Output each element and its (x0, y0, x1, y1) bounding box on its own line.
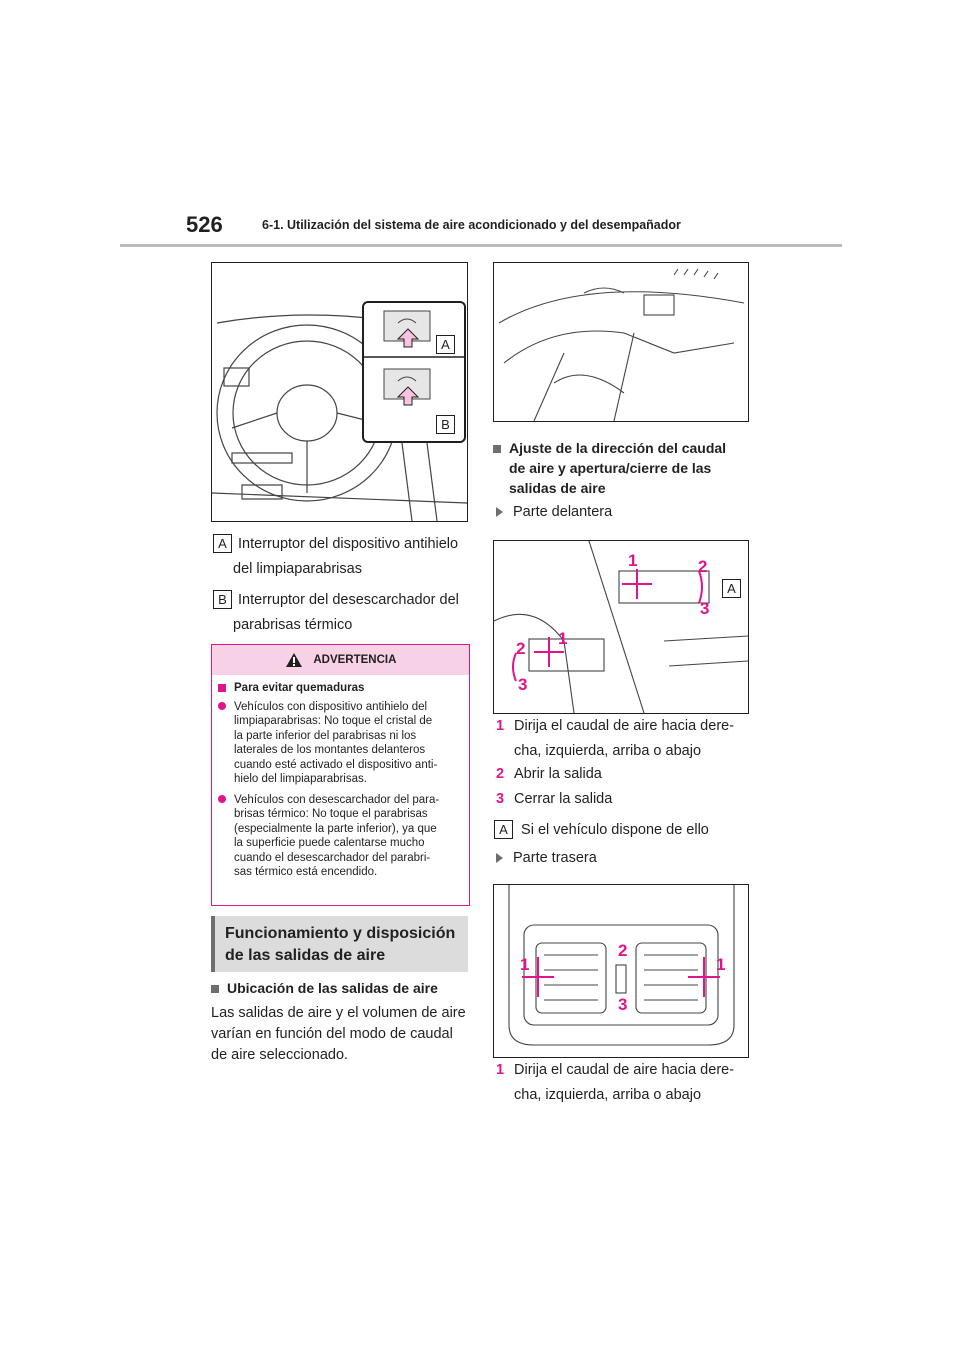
item-a-label: A (213, 534, 232, 553)
rear-vents-illustration (494, 885, 748, 1057)
warning-title: ADVERTENCIA (313, 654, 397, 666)
warning-bullet-1: Vehículos con dispositivo antihielo del limpiaparabrisas: No toque el cristal de la parte inferior del parabrisas ni los laterales de los montantes delanteros cuando esté activado el dispositivo anti- hielo del limpiaparabrisas. (218, 700, 463, 787)
front-item-3: 3 Cerrar la salida (496, 791, 613, 807)
triangle-bullet-icon (496, 853, 503, 863)
item-b (213, 588, 473, 638)
interior-illustration (494, 263, 748, 421)
front-fig-num-1b: 1 (558, 629, 568, 648)
item-b-label: B (213, 590, 232, 609)
front-label: Parte delantera (496, 500, 612, 525)
section-heading: Funcionamiento y disposición de las salidas de aire (211, 916, 468, 972)
warning-subhead: Para evitar quemaduras (218, 681, 463, 696)
callout-panel (362, 301, 466, 443)
front-fig-num-1a: 1 (628, 551, 638, 570)
rear-label: Parte trasera (496, 846, 597, 871)
figure-dashboard-switches (211, 262, 468, 522)
square-bullet-icon (211, 985, 219, 993)
front-fig-num-3a: 3 (700, 599, 710, 618)
locations-paragraph: Las salidas de aire y el volumen de aire varían en función del modo de caudal de aire seleccionado. (211, 1005, 466, 1063)
figure-front-vents (493, 540, 749, 714)
front-fig-label-a: A (722, 579, 741, 598)
bullet-dot-icon (218, 795, 226, 803)
item-b-text-1: Interruptor del desescarchador del (238, 592, 459, 608)
bullet-dot-icon (218, 702, 226, 710)
front-fig-num-2a: 2 (698, 557, 708, 576)
item-a-text-2: del limpiaparabrisas (233, 561, 362, 577)
label-a: A (436, 335, 455, 354)
header-divider (120, 244, 842, 247)
section-title: 6-1. Utilización del sistema de aire acondicionado y del desempañador (262, 218, 681, 232)
rear-fig-num-1a: 1 (520, 955, 530, 974)
front-vents-illustration (494, 541, 748, 713)
front-item-1: 1 Dirija el caudal de aire hacia dere- cha, izquierda, arriba o abajo (496, 718, 735, 759)
warning-header (212, 645, 469, 675)
note-if-equipped: A Si el vehículo dispone de ello (494, 818, 709, 843)
rear-fig-num-3: 3 (618, 995, 628, 1014)
subheading-locations: Ubicación de las salidas de aire (211, 980, 438, 996)
note-label: A (494, 820, 513, 839)
label-b: B (436, 415, 455, 434)
rear-fig-num-2: 2 (618, 941, 628, 960)
square-bullet-icon (493, 445, 501, 453)
triangle-bullet-icon (496, 507, 503, 517)
figure-rear-vents (493, 884, 749, 1058)
front-fig-num-2b: 2 (516, 639, 526, 658)
rear-item-1: 1 Dirija el caudal de aire hacia dere- cha, izquierda, arriba o abajo (496, 1062, 735, 1103)
warning-bullet-2: Vehículos con desescarchador del para- brisas térmico: No toque el parabrisas (especialmente la parte inferior), ya que la superficie puede calentarse mucho cuando el desescarchador del parabri- sas térmico está encendido. (218, 793, 463, 880)
rear-fig-num-1b: 1 (716, 955, 726, 974)
item-a (213, 532, 473, 582)
warning-body (212, 675, 469, 880)
figure-interior-vents (493, 262, 749, 422)
page-number: 526 (186, 212, 223, 237)
warning-icon (285, 652, 303, 668)
front-item-2: 2 Abrir la salida (496, 766, 602, 782)
item-b-text-2: parabrisas térmico (233, 617, 353, 633)
front-fig-num-3b: 3 (518, 675, 528, 694)
pink-square-icon (218, 684, 226, 692)
item-a-text-1: Interruptor del dispositivo antihielo (238, 536, 459, 552)
subheading-adjust: Ajuste de la dirección del caudal de aire y apertura/cierre de las salidas de aire (493, 438, 726, 498)
warning-box (211, 644, 470, 906)
